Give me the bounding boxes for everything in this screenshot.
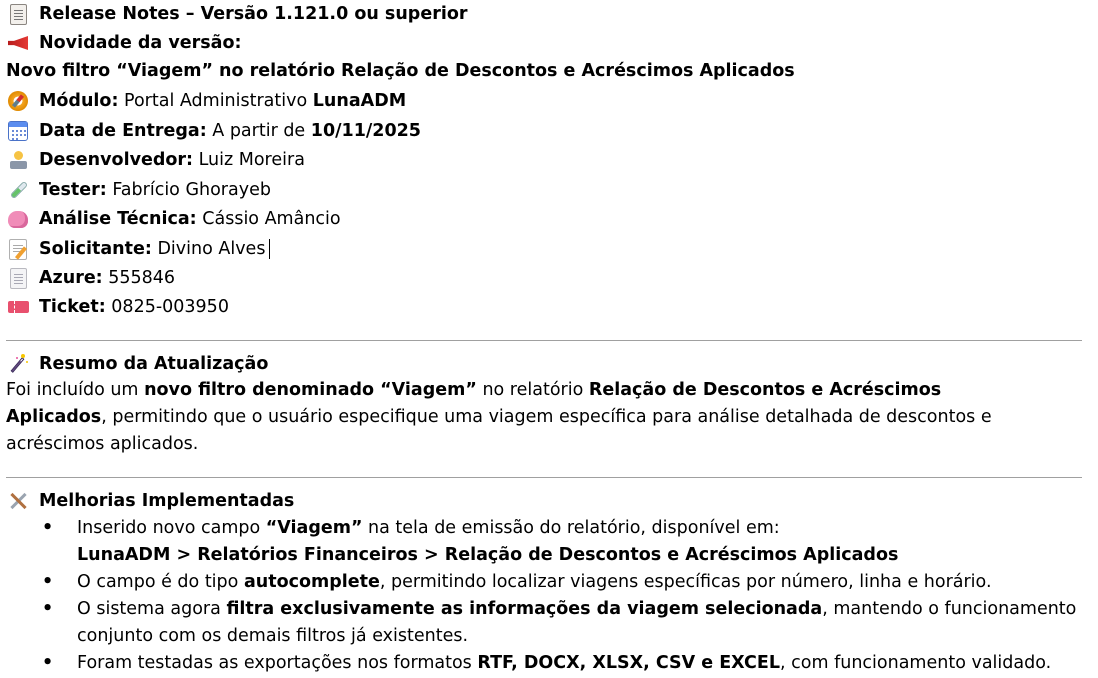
- item-text: na tela de emissão do relatório, disponível em:: [368, 518, 780, 538]
- tester-value: Fabrício Ghorayeb: [112, 180, 271, 200]
- separator-2: [6, 477, 1082, 478]
- menu-path: LunaADM > Relatórios Financeiros > Relação de Descontos e Acréscimos Aplicados: [77, 545, 899, 565]
- title-line: [6, 3, 467, 25]
- resumo-bold-1: novo filtro denominado “Viagem”: [144, 380, 477, 400]
- list-item: [6, 596, 1086, 650]
- solicitante-label: Solicitante:: [39, 239, 152, 259]
- resumo-text-3: , permitindo que o usuário especifique uma viagem específica para análise detalhada de descontos e acréscimos aplicados.: [6, 407, 992, 454]
- item-text: , com funcionamento validado.: [780, 653, 1052, 673]
- bullet: •: [42, 653, 54, 673]
- resumo-text-1: Foi incluído um: [6, 380, 139, 400]
- novidade-label: Novidade da versão:: [39, 33, 242, 53]
- data-entrega-line: [6, 120, 421, 142]
- list-item: [6, 650, 1086, 677]
- brain-icon: [6, 208, 30, 230]
- tester-line: [6, 179, 271, 201]
- azure-line: [6, 267, 175, 289]
- magic-wand-icon: [6, 353, 30, 375]
- analise-label: Análise Técnica:: [39, 209, 197, 229]
- item-bold: autocomplete: [243, 572, 380, 592]
- item-text: O sistema agora: [77, 599, 221, 619]
- novidade-line: [6, 32, 241, 54]
- separator-1: [6, 340, 1082, 341]
- desenvolvedor-label: Desenvolvedor:: [39, 150, 194, 170]
- azure-label: Azure:: [39, 268, 103, 288]
- text-cursor: [269, 239, 270, 259]
- modulo-line: [6, 90, 406, 112]
- tester-label: Tester:: [39, 180, 107, 200]
- resumo-heading: Resumo da Atualização: [39, 354, 269, 374]
- data-entrega-value: 10/11/2025: [310, 121, 421, 141]
- azure-value: 555846: [108, 268, 176, 288]
- list-item: [6, 569, 1086, 596]
- melhorias-heading: Melhorias Implementadas: [39, 491, 295, 511]
- ticket-label: Ticket:: [39, 297, 106, 317]
- bullet: •: [42, 599, 54, 619]
- analise-value: Cássio Amâncio: [202, 209, 341, 229]
- item-bold: RTF, DOCX, XLSX, CSV e EXCEL: [477, 653, 781, 673]
- memo-icon: [6, 238, 30, 260]
- scroll-icon: [6, 3, 30, 25]
- resumo-bold-2: Relação de Descontos e Acréscimos Aplicados: [6, 380, 942, 427]
- data-entrega-prefix: A partir de: [212, 121, 306, 141]
- resumo-text-2: no relatório: [482, 380, 584, 400]
- item-bold: “Viagem”: [265, 518, 363, 538]
- item-text: , permitindo localizar viagens específicas por número, linha e horário.: [379, 572, 992, 592]
- ticket-line: [6, 296, 229, 318]
- megaphone-icon: [6, 32, 30, 54]
- calendar-icon: [6, 120, 30, 142]
- test-tube-icon: [6, 179, 30, 201]
- tools-icon: [6, 490, 30, 512]
- desenvolvedor-value: Luiz Moreira: [198, 150, 305, 170]
- resumo-heading-line: [6, 353, 268, 375]
- page-icon: [6, 267, 30, 289]
- item-text: Inserido novo campo: [77, 518, 261, 538]
- modulo-label: Módulo:: [39, 91, 119, 111]
- solicitante-line: [6, 238, 270, 260]
- resumo-paragraph: [6, 377, 1016, 458]
- item-text: , mantendo o funcionamento conjunto com os demais filtros já existentes.: [77, 599, 1077, 646]
- bullet: •: [42, 518, 54, 538]
- list-item: [6, 515, 1086, 569]
- analise-line: [6, 208, 341, 230]
- melhorias-list: [6, 515, 1086, 677]
- compass-icon: [6, 90, 30, 112]
- desenvolvedor-line: [6, 149, 305, 171]
- ticket-value: 0825-003950: [111, 297, 229, 317]
- headline: Novo filtro “Viagem” no relatório Relação de Descontos e Acréscimos Aplicados: [6, 61, 795, 81]
- ticket-icon: [6, 296, 30, 318]
- document-title: Release Notes – Versão 1.121.0 ou superior: [39, 4, 468, 24]
- modulo-value: Portal Administrativo: [124, 91, 308, 111]
- bullet: •: [42, 572, 54, 592]
- modulo-value-bold: LunaADM: [312, 91, 407, 111]
- data-entrega-label: Data de Entrega:: [39, 121, 207, 141]
- melhorias-heading-line: [6, 490, 294, 512]
- item-bold: filtra exclusivamente as informações da viagem selecionada: [226, 599, 823, 619]
- headline-line: [6, 61, 795, 81]
- item-text: Foram testadas as exportações nos formatos: [77, 653, 472, 673]
- technologist-icon: [6, 149, 30, 171]
- item-text: O campo é do tipo: [77, 572, 239, 592]
- solicitante-value: Divino Alves: [157, 239, 266, 259]
